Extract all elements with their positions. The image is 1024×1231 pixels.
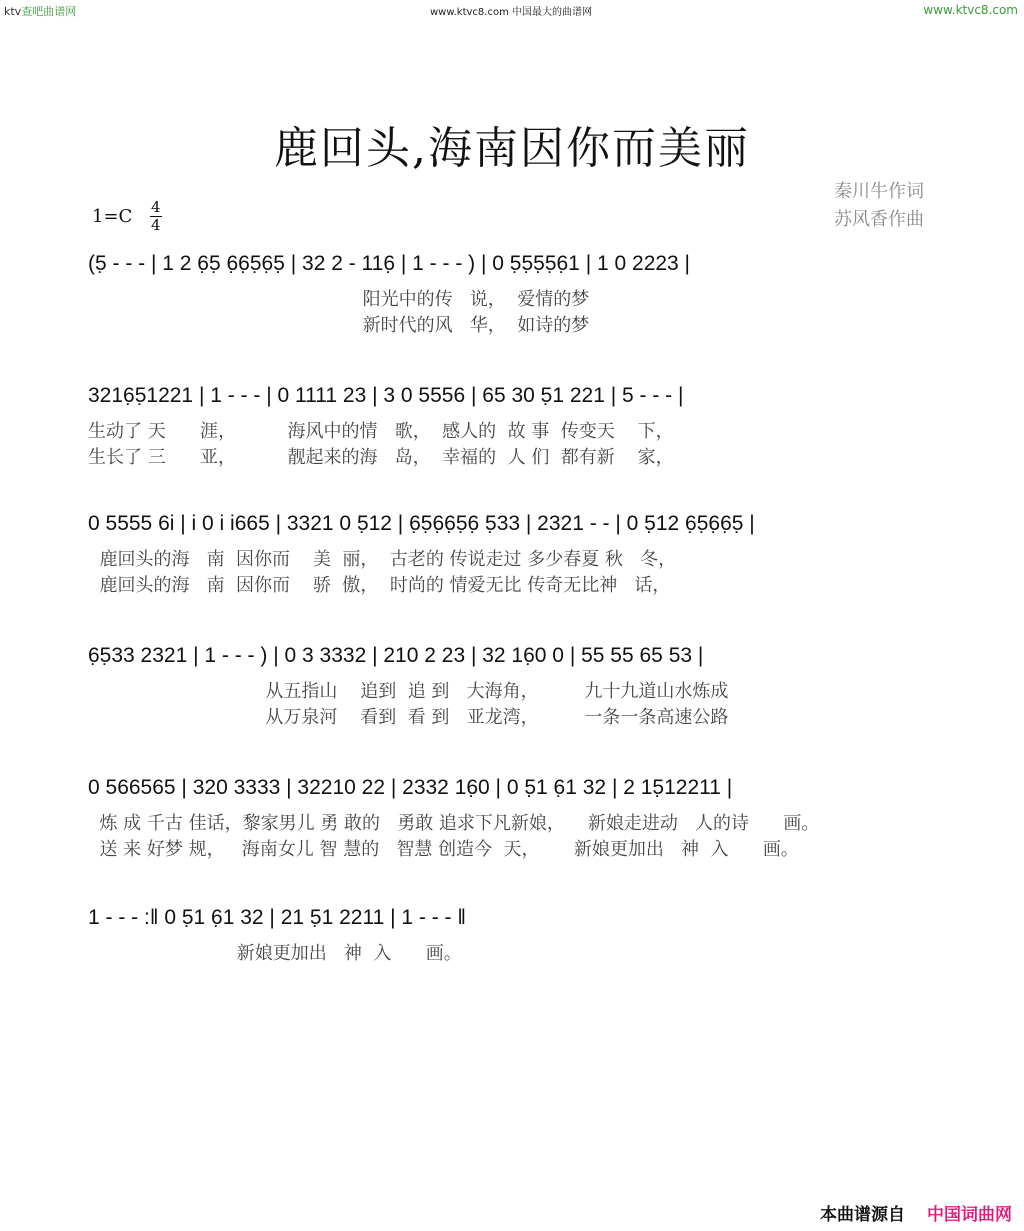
source-site: 中国词曲网 xyxy=(927,1205,1012,1225)
lyrics-verse-1: 新娘更加出 神 入 画。 xyxy=(88,943,462,964)
notation-line: 6̣5̣33 2321 | 1 - - - ) | 0 3 3332 | 210 2 23 | 32 16̣0 0 | 55 55 65 53 | xyxy=(88,644,704,667)
source-footer xyxy=(820,1200,1012,1225)
lyrics-verse-2: 送 来 好梦 规， 海南女儿 智 慧的 智慧 创造今 天， 新娘更加出 神 入 画。 xyxy=(88,839,799,860)
logo-name: 查吧曲谱网 xyxy=(21,5,77,18)
lyricist: 秦川牛作词 xyxy=(834,181,924,202)
lyrics-verse-2: 生长了 三 亚， 靓起来的海 岛， 幸福的 人 们 都有新 家， xyxy=(88,447,674,468)
lyrics-verse-1: 从五指山 追到 追 到 大海角， 九十九道山水炼成 xyxy=(88,681,729,702)
lyrics-verse-1: 生动了 天 涯， 海风中的情 歌， 感人的 故 事 传变天 下， xyxy=(88,421,674,442)
site-tagline: www.ktvc8.com 中国最大的曲谱网 xyxy=(430,7,593,18)
notation-line: 3216̣5̣1221 | 1 - - - | 0 1111 23 | 3 0 5556 | 65 30 5̣1 221 | 5 - - - | xyxy=(88,384,684,407)
logo-prefix: ktv xyxy=(4,5,22,18)
lyrics-verse-1: 阳光中的传 说， 爱情的梦 xyxy=(88,289,590,310)
staff-system-6 xyxy=(88,898,928,970)
lyrics-verse-1: 炼 成 千古 佳话，黎家男儿 勇 敢的 勇敢 追求下凡新娘， 新娘走进动 人的诗 画。 xyxy=(88,813,820,834)
lyrics-verse-2: 鹿回头的海 南 因你而 骄 傲， 时尚的 情爱无比 传奇无比神 话， xyxy=(88,575,671,596)
notation-line: 0 566565 | 320 3333 | 32210 22 | 2332 16̣0 | 0 5̣1 6̣1 32 | 2 15̣12211 | xyxy=(88,776,733,799)
site-logo-left xyxy=(4,3,76,19)
site-url: www.ktvc8.com xyxy=(923,3,1018,17)
credits xyxy=(834,178,924,234)
time-top: 4 xyxy=(151,198,161,216)
notation-line: 1 - - - :‖ 0 5̣1 6̣1 32 | 21 5̣1 2211 | 1 - - - ‖ xyxy=(88,906,467,929)
staff-system-3 xyxy=(88,504,928,602)
key-signature: 1=C xyxy=(92,206,133,227)
time-bottom: 4 xyxy=(151,216,161,234)
staff-system-2 xyxy=(88,376,928,474)
song-title: 鹿回头,海南因你而美丽 xyxy=(274,123,750,174)
staff-system-5 xyxy=(88,768,928,866)
composer: 苏风香作曲 xyxy=(834,209,924,230)
lyrics-verse-1: 鹿回头的海 南 因你而 美 丽， 古老的 传说走过 多少春夏 秋 冬， xyxy=(88,549,677,570)
time-signature xyxy=(150,199,162,234)
notation-line: (5̣ - - - | 1 2 6̣5̣ 6̣6̣5̣6̣5̣ | 32 2 - 116̣ | 1 - - - ) | 0 5̣5̣5̣5̣6̣1 | 1 0 2223 | xyxy=(88,252,691,275)
lyrics-verse-2: 从万泉河 看到 看 到 亚龙湾， 一条一条高速公路 xyxy=(88,707,729,728)
staff-system-4 xyxy=(88,636,928,734)
staff-system-1 xyxy=(88,244,928,342)
notation-line: 0 5555 6i | i 0 i i665 | 3321 0 5̣12 | 6̣5̣6̣6̣5̣6̣ 5̣33 | 2321 - - | 0 5̣12 6̣5̣6̣6̣5̣ | xyxy=(88,512,755,535)
source-label: 本曲谱源自 xyxy=(820,1205,905,1225)
lyrics-verse-2: 新时代的风 华， 如诗的梦 xyxy=(88,315,590,336)
